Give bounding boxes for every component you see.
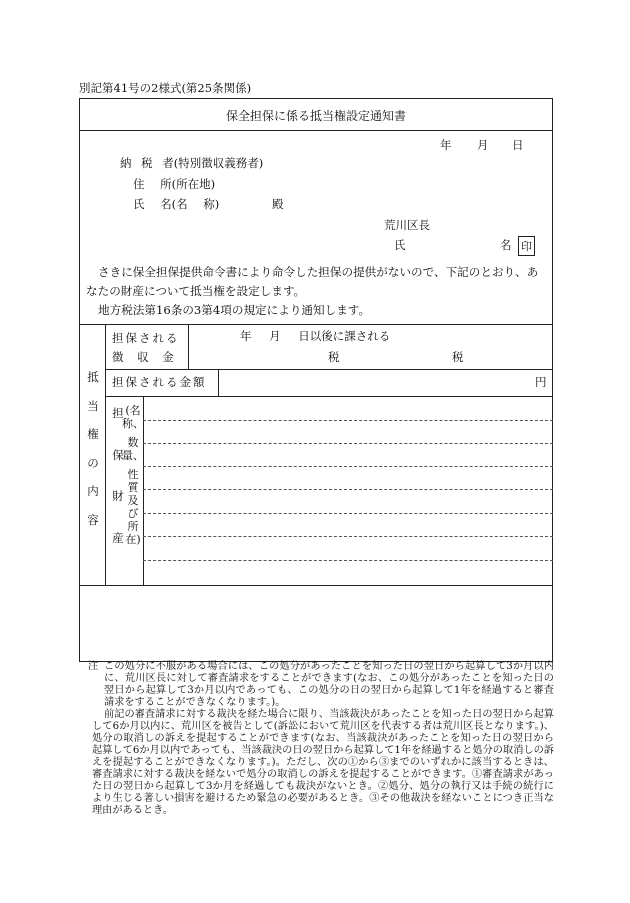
sublabel-part: 質 bbox=[127, 481, 139, 494]
sublabel-part: 性 bbox=[127, 468, 139, 481]
row1-label-top: 担保される bbox=[112, 331, 180, 345]
row2-unit: 円 bbox=[535, 375, 547, 389]
entry-line bbox=[143, 443, 553, 444]
row1-tax-1: 税 bbox=[328, 350, 340, 364]
body-line-1: さきに保全担保提供命令書により命令した担保の提供がないので、下記のとおり、あ bbox=[98, 265, 539, 279]
notes-prefix: 注 bbox=[88, 661, 99, 672]
address-label: 住 所(所在地) bbox=[133, 177, 216, 191]
taxpayer-label: 納 税 者(特別徴収義務者) bbox=[120, 156, 264, 170]
title-divider bbox=[79, 130, 553, 131]
row2-divider bbox=[218, 369, 219, 396]
form-title: 保全担保に係る抵当権設定通知書 bbox=[225, 109, 406, 123]
side-label bbox=[82, 372, 104, 526]
row3-char: 財 bbox=[112, 489, 124, 503]
row1-label-bottom: 徴 収 金 bbox=[112, 350, 174, 364]
entry-line bbox=[143, 560, 553, 561]
side-char: 内 bbox=[87, 484, 99, 498]
entry-line bbox=[143, 536, 553, 537]
table-top-border bbox=[79, 324, 553, 325]
entry-line bbox=[143, 420, 553, 421]
sublabel-part: 及 bbox=[127, 494, 139, 507]
issuer-name-right: 名 bbox=[500, 238, 512, 252]
entry-line bbox=[143, 489, 553, 490]
body-line-2: なたの財産について抵当権を設定します。 bbox=[86, 284, 306, 298]
sublabel-part: (名 bbox=[125, 404, 141, 417]
side-column-divider bbox=[105, 324, 106, 585]
sublabel-part: 在) bbox=[125, 533, 141, 546]
notes-paragraph-2: 前記の審査請求に対する裁決を経た場合に限り、当該裁決があったことを知った日の翌日から起算して6か月以内に、荒川区を被告として(訴訟において荒川区を代表する者は荒川区長となります。)、処分の取消しの訴えを提起することができます(なお、当該裁決があったことを知った日の翌日から起算して6か月以内であっても、当該裁決の日の翌日から起算して1年を経過すると処分の取消しの訴えを提起することができなくなります。)。ただし、次の①から③までのいずれかに該当するときは、審査請求に対する裁決を経ないで処分の取消しの訴えを提起することができます。①審査請求があった日の翌日から起算して3か月を経過しても裁決がないとき。②処分、処分の執行又は手続の続行により生じる著しい損害を避けるため緊急の必要があるとき。③その他裁決を経ないことにつき正当な理由があるとき。 bbox=[92, 709, 554, 816]
sublabel-part: び bbox=[127, 507, 139, 520]
side-char: 抵 bbox=[87, 370, 99, 384]
form-number: 別記第41号の2様式(第25条関係) bbox=[79, 81, 252, 95]
entry-line bbox=[143, 466, 553, 467]
issuer-title: 荒川区長 bbox=[384, 218, 430, 232]
row1-bottom-border bbox=[105, 369, 553, 370]
row3-sublabel bbox=[122, 405, 144, 545]
honorific: 殿 bbox=[272, 197, 284, 211]
name-label: 氏 名(名 称) bbox=[133, 197, 220, 211]
body-line-3: 地方税法第16条の3第4項の規定により通知します。 bbox=[98, 303, 371, 317]
side-char: 権 bbox=[87, 427, 99, 441]
date-month-label: 月 bbox=[477, 138, 489, 152]
row1-date-text: 年 月 日以後に課される bbox=[240, 329, 391, 343]
side-char: 当 bbox=[87, 398, 99, 413]
row3-char: 産 bbox=[112, 530, 124, 545]
row2-bottom-border bbox=[105, 396, 553, 397]
sublabel-part: 量、 bbox=[122, 449, 144, 462]
side-char: 容 bbox=[87, 512, 99, 527]
row3-char: 保 bbox=[112, 447, 124, 462]
date-day-label: 日 bbox=[512, 138, 524, 152]
row3-char: 担 bbox=[112, 406, 124, 420]
issuer-name-left: 氏 bbox=[394, 238, 406, 252]
notes-paragraph-1: この処分に不服がある場合には、この処分があったことを知った日の翌日から起算して3か月以内に、荒川区長に対して審査請求をすることができます(なお、この処分があったことを知った日の翌日から起算して3か月以内であっても、この処分の日の翌日から起算して1年を経過すると審査請求をすることができなくなります。)。 bbox=[104, 661, 555, 708]
sublabel-part: 数 bbox=[127, 436, 139, 449]
entry-line bbox=[143, 513, 553, 514]
date-year-label: 年 bbox=[440, 138, 452, 152]
seal-box: 印 bbox=[518, 236, 535, 256]
side-char: の bbox=[87, 455, 99, 470]
row1-tax-2: 税 bbox=[452, 350, 464, 364]
sublabel-part: 所 bbox=[127, 520, 139, 533]
table-bottom-border bbox=[79, 585, 553, 586]
notes bbox=[92, 661, 554, 817]
sublabel-part: 称、 bbox=[122, 417, 144, 430]
row2-label: 担保される金額 bbox=[112, 375, 207, 389]
row1-divider bbox=[188, 324, 189, 369]
